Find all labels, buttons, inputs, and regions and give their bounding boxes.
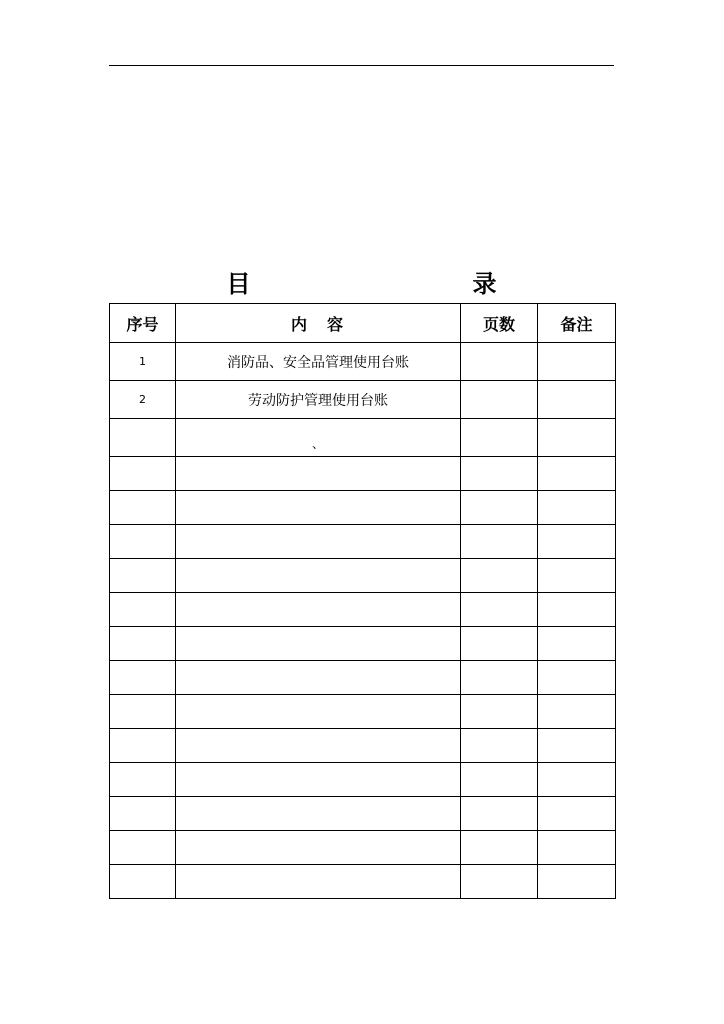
row-pages [461, 457, 538, 491]
row-notes [538, 729, 616, 763]
row-notes [538, 593, 616, 627]
row-content [176, 695, 461, 729]
header-notes: 备注 [538, 304, 616, 343]
row-notes [538, 865, 616, 899]
row-notes [538, 457, 616, 491]
row-pages [461, 865, 538, 899]
row-content [176, 763, 461, 797]
table-row [110, 419, 616, 457]
row-notes [538, 695, 616, 729]
row-notes [538, 627, 616, 661]
row-content [176, 831, 461, 865]
row-index [110, 627, 176, 661]
table-row [110, 593, 616, 627]
row-content [176, 593, 461, 627]
row-index [110, 763, 176, 797]
header-index: 序号 [110, 304, 176, 343]
row-index: 2 [110, 381, 176, 419]
row-content [176, 559, 461, 593]
row-index [110, 593, 176, 627]
row-content: 劳动防护管理使用台账 [176, 381, 461, 419]
row-pages [461, 525, 538, 559]
row-pages [461, 419, 538, 457]
table-row [110, 559, 616, 593]
row-notes [538, 797, 616, 831]
row-content: 消防品、安全品管理使用台账 [176, 343, 461, 381]
table-row [110, 865, 616, 899]
row-index [110, 797, 176, 831]
table-row [110, 831, 616, 865]
row-pages [461, 343, 538, 381]
row-content [176, 865, 461, 899]
row-notes [538, 831, 616, 865]
table-row [110, 763, 616, 797]
page-title: 目 录 [226, 270, 555, 298]
row-notes [538, 763, 616, 797]
row-pages [461, 559, 538, 593]
row-pages [461, 593, 538, 627]
table-row [110, 491, 616, 525]
row-index [110, 419, 176, 457]
row-pages [461, 729, 538, 763]
row-notes [538, 381, 616, 419]
row-content [176, 457, 461, 491]
row-notes [538, 525, 616, 559]
row-content-mark: 、 [311, 437, 324, 451]
row-index [110, 491, 176, 525]
row-pages [461, 797, 538, 831]
row-index [110, 661, 176, 695]
row-index [110, 695, 176, 729]
row-notes [538, 491, 616, 525]
table-row [110, 381, 616, 419]
row-content [176, 661, 461, 695]
row-index [110, 729, 176, 763]
table-row [110, 797, 616, 831]
row-pages [461, 695, 538, 729]
row-index: 1 [110, 343, 176, 381]
row-content [176, 729, 461, 763]
row-pages [461, 381, 538, 419]
table-row [110, 661, 616, 695]
table-row [110, 457, 616, 491]
row-pages [461, 831, 538, 865]
row-content [176, 627, 461, 661]
row-index [110, 559, 176, 593]
row-notes [538, 559, 616, 593]
row-content [176, 491, 461, 525]
row-pages [461, 491, 538, 525]
row-notes [538, 419, 616, 457]
header-pages: 页数 [461, 304, 538, 343]
row-notes [538, 343, 616, 381]
row-content [176, 525, 461, 559]
row-index [110, 457, 176, 491]
row-pages [461, 661, 538, 695]
row-pages [461, 763, 538, 797]
row-index [110, 831, 176, 865]
table-row [110, 343, 616, 381]
row-content [176, 419, 461, 457]
row-content [176, 797, 461, 831]
toc-table [109, 303, 616, 899]
row-notes [538, 661, 616, 695]
header-content: 内 容 [176, 304, 461, 343]
header-rule [109, 65, 614, 66]
row-pages [461, 627, 538, 661]
table-row [110, 695, 616, 729]
row-index [110, 525, 176, 559]
table-row [110, 525, 616, 559]
table-header-row [110, 304, 616, 343]
row-index [110, 865, 176, 899]
table-row [110, 627, 616, 661]
table-row [110, 729, 616, 763]
